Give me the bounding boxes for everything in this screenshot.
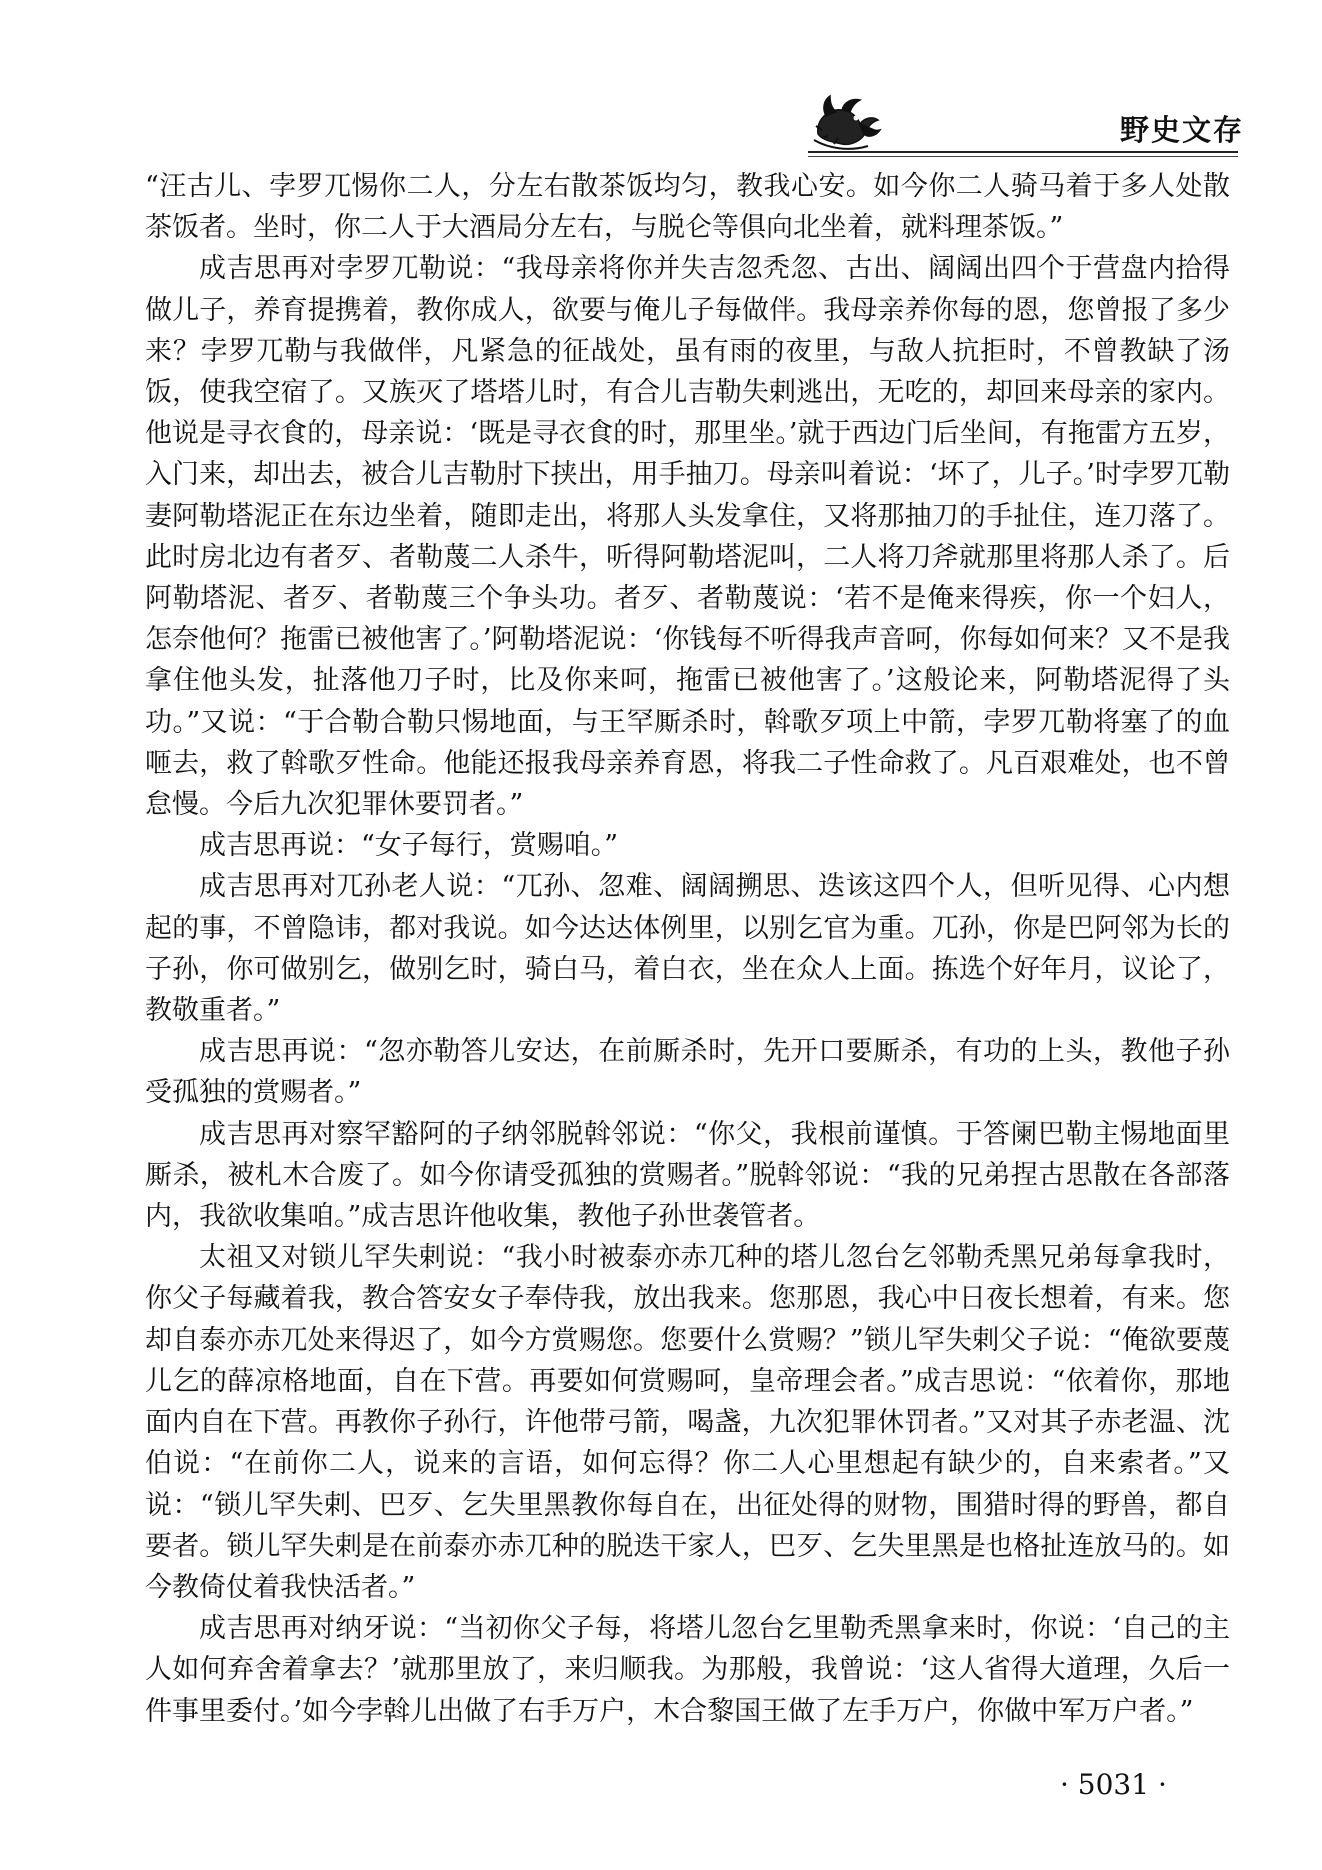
header-rule-thin	[808, 156, 1238, 157]
paragraph: “汪古儿、孛罗兀惕你二人，分左右散茶饭均匀，教我心安。如今你二人骑马着于多人处散茶饭者。坐时，你二人于大酒局分左右，与脱仑等俱向北坐着，就料理茶饭。”	[145, 171, 1230, 244]
paragraph: 成吉思再对孛罗兀勒说：“我母亲将你并失吉忽秃忽、古出、阔阔出四个于营盘内拾得做儿子，养育提携着，教你成人，欲要与俺儿子每做伴。我母亲养你每的恩，您曾报了多少来？孛罗兀勒与我做伴，凡紧急的征战处，虽有雨的夜里，与敌人抗拒时，不曾教缺了汤饭，使我空宿了。又族灭了塔塔儿时，有合儿吉勒失剌逃出，无吃的，却回来母亲的家内。他说是寻衣食的，母亲说：‘既是寻衣食的时，那里坐。’就于西边门后坐间，有拖雷方五岁，入门来，却出去，被合儿吉勒肘下挟出，用手抽刀。母亲叫着说：‘坏了，儿子。’时孛罗兀勒妻阿勒塔泥正在东边坐着，随即走出，将那人头发拿住，又将那抽刀的手扯住，连刀落了。此时房北边有者歹、者勒蔑二人杀牛，听得阿勒塔泥叫，二人将刀斧就那里将那人杀了。后阿勒塔泥、者歹、者勒蔑三个争头功。者歹、者勒蔑说：‘若不是俺来得疾，你一个妇人，怎奈他何？拖雷已被他害了。’阿勒塔泥说：‘你钱每不听得我声音呵，你每如何来？又不是我拿住他头发，扯落他刀子时，比及你来呵，拖雷已被他害了。’这般论来，阿勒塔泥得了头功。”又说：“于合勒合勒只惕地面，与王罕厮杀时，斡歌歹项上中箭，孛罗兀勒将塞了的血咂去，救了斡歌歹性命。他能还报我母亲养育恩，将我二子性命救了。凡百艰难处，也不曾怠慢。今后九次犯罪休要罚者。”	[145, 253, 1230, 821]
paragraph: 太祖又对锁儿罕失剌说：“我小时被泰亦赤兀种的塔儿忽台乞邻勒秃黑兄弟每拿我时，你父子每藏着我，教合答安女子奉侍我，放出我来。您那恩，我心中日夜长想着，有来。您却自泰亦赤兀处来得迟了，如今方赏赐您。您要什么赏赐？”锁儿罕失剌父子说：“俺欲要蔑儿乞的薛凉格地面，自在下营。再要如何赏赐呵，皇帝理会者。”成吉思说：“依着你，那地面内自在下营。再教你子孙行，许他带弓箭，喝盏，九次犯罪休罚者。”又对其子赤老温、沈伯说：“在前你二人，说来的言语，如何忘得？你二人心里想起有缺少的，自来索者。”又说：“锁儿罕失剌、巴歹、乞失里黑教你每自在，出征处得的财物，围猎时得的野兽，都自要者。锁儿罕失剌是在前泰亦赤兀种的脱迭干家人，巴歹、乞失里黑是也格扯连放马的。如今教倚仗着我快活者。”	[145, 1242, 1230, 1603]
paragraph: 成吉思再对兀孙老人说：“兀孙、忽难、阔阔搠思、迭该这四个人，但听见得、心内想起的事，不曾隐讳，都对我说。如今达达体例里，以别乞官为重。兀孙，你是巴阿邻为长的子孙，你可做别乞，做别乞时，骑白马，着白衣，坐在众人上面。拣选个好年月，议论了，教敬重者。”	[145, 871, 1230, 1027]
header-rule	[808, 151, 1238, 153]
page-number: · 5031 ·	[1060, 1768, 1167, 1801]
paragraph: 成吉思再对察罕豁阿的子纳邻脱斡邻说：“你父，我根前谨慎。于答阑巴勒主惕地面里厮杀，被札木合废了。如今你请受孤独的赏赐者。”脱斡邻说：“我的兄弟捏古思散在各部落内，我欲收集咱。”成吉思许他收集，教他子孙世袭管者。	[145, 1118, 1230, 1233]
paragraph: 成吉思再说：“女子每行，赏赐咱。”	[199, 830, 619, 862]
paragraph: 成吉思再说：“忽亦勒答儿安达，在前厮杀时，先开口要厮杀，有功的上头，教他子孙受孤独的赏赐者。”	[145, 1036, 1230, 1109]
page-header	[0, 0, 1322, 160]
paragraph: 成吉思再对纳牙说：“当初你父子每，将塔儿忽台乞里勒秃黑拿来时，你说：‘自己的主人如何弃舍着拿去？’就那里放了，来归顺我。为那般，我曾说：‘这人省得大道理，久后一件事里委付。’如今孛斡儿出做了右手万户，木合黎国王做了左手万户，你做中军万户者。”	[145, 1613, 1230, 1727]
header-title: 野史文存	[1120, 113, 1245, 147]
dragon-emblem-icon	[808, 90, 884, 154]
body-text	[145, 166, 1230, 1732]
